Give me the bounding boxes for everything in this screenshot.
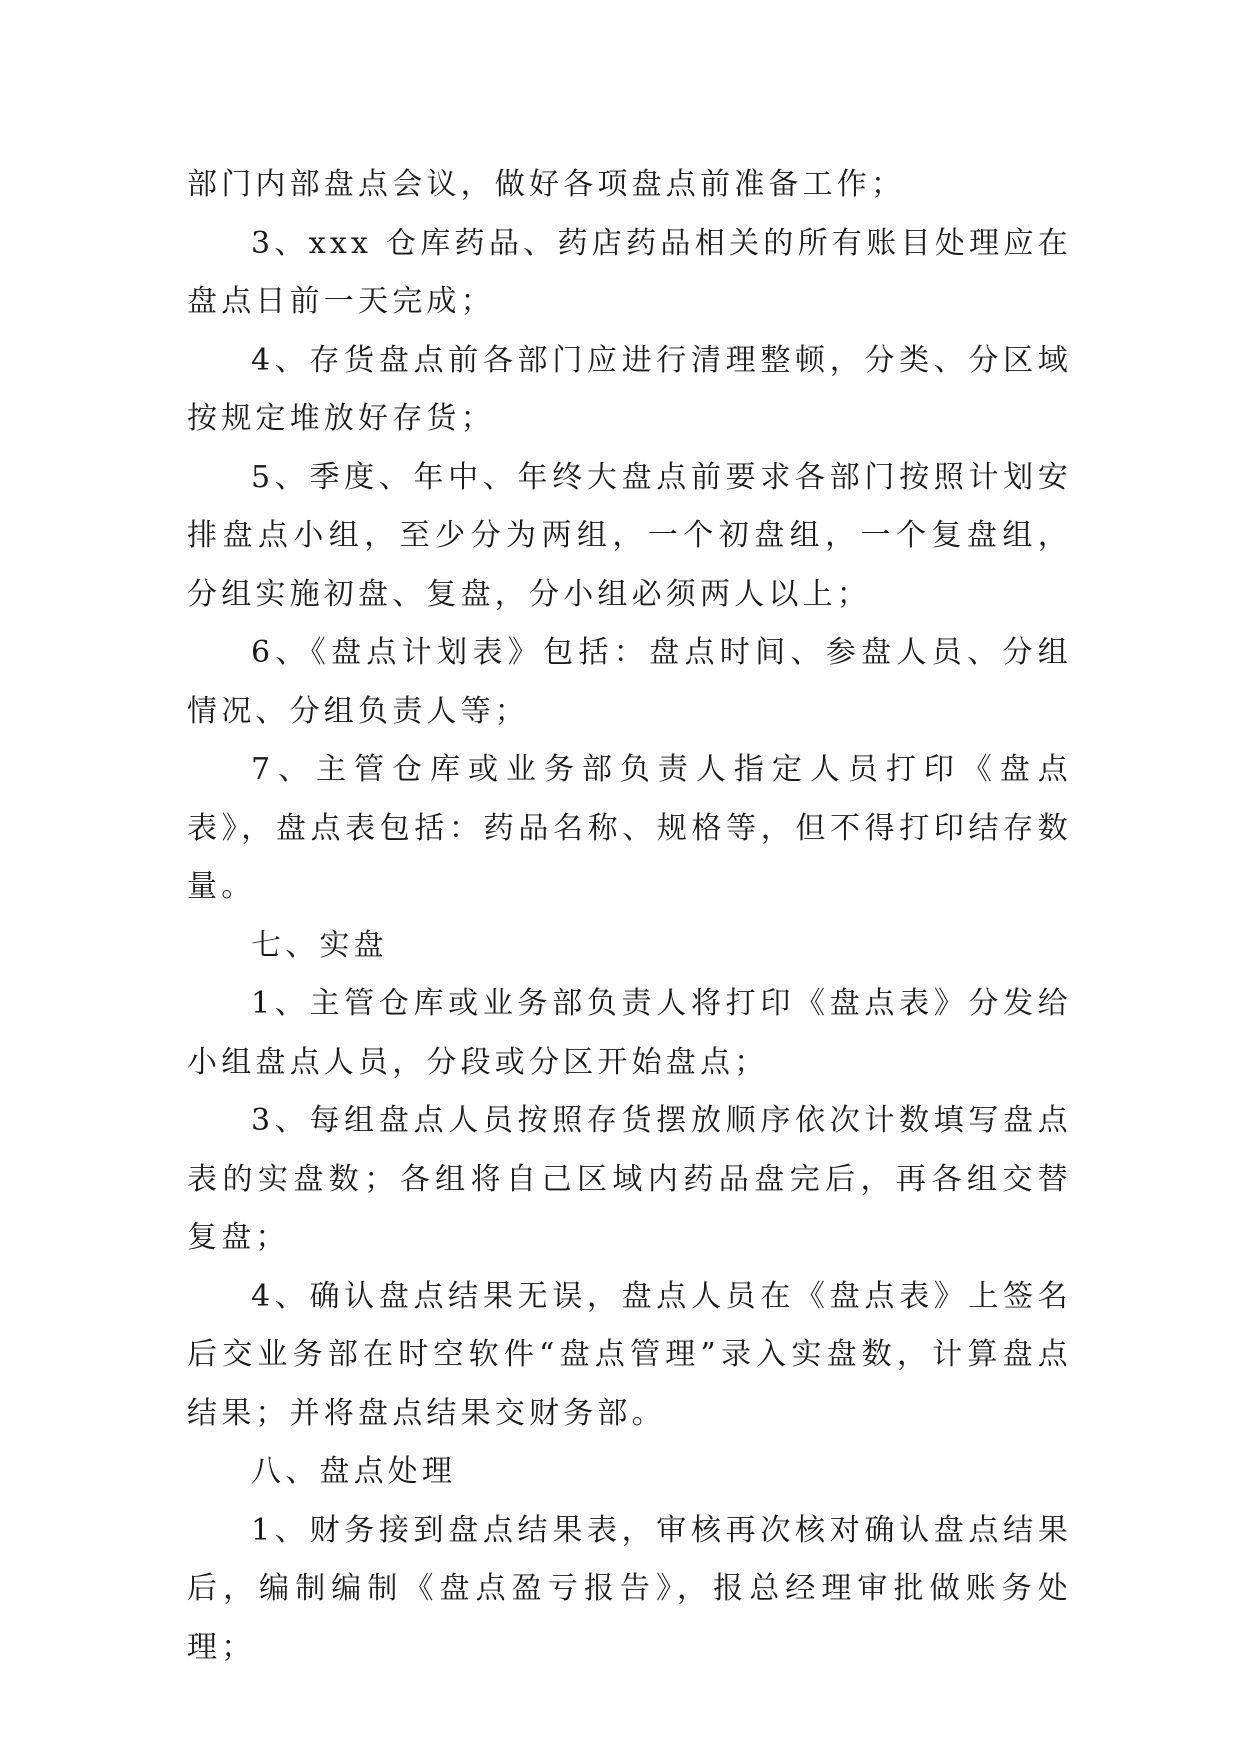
section-heading: 七、实盘 xyxy=(251,927,388,963)
paragraph: 4、存货盘点前各部门应进行清理整顿，分类、分区域按规定堆放好存货； xyxy=(187,342,1072,436)
paragraph: 3、xxx 仓库药品、药店药品相关的所有账目处理应在盘点日前一天完成； xyxy=(187,225,1072,319)
paragraph: 部门内部盘点会议，做好各项盘点前准备工作； xyxy=(187,167,906,202)
paragraph: 3、每组盘点人员按照存货摆放顺序依次计数填写盘点表的实盘数；各组将自己区域内药品盘完后，再各组交替复盘； xyxy=(187,1103,1072,1255)
document-body xyxy=(187,156,1072,1677)
paragraph: 7、主管仓库或业务部负责人指定人员打印《盘点表》，盘点表包括：药品名称、规格等，但不得打印结存数量。 xyxy=(187,752,1072,904)
paragraph: 6、《盘点计划表》包括：盘点时间、参盘人员、分组情况、分组负责人等； xyxy=(187,635,1072,729)
paragraph: 1、财务接到盘点结果表，审核再次核对确认盘点结果后，编制编制《盘点盈亏报告》，报总经理审批做账务处理； xyxy=(187,1512,1072,1665)
paragraph: 5、季度、年中、年终大盘点前要求各部门按照计划安排盘点小组，至少分为两组，一个初盘组，一个复盘组，分组实施初盘、复盘，分小组必须两人以上； xyxy=(187,459,1072,612)
paragraph: 4、确认盘点结果无误，盘点人员在《盘点表》上签名后交业务部在时空软件“盘点管理”录入实盘数，计算盘点结果；并将盘点结果交财务部。 xyxy=(187,1278,1072,1431)
section-heading: 八、盘点处理 xyxy=(251,1454,457,1489)
paragraph: 1、主管仓库或业务部负责人将打印《盘点表》分发给小组盘点人员，分段或分区开始盘点； xyxy=(187,986,1072,1080)
